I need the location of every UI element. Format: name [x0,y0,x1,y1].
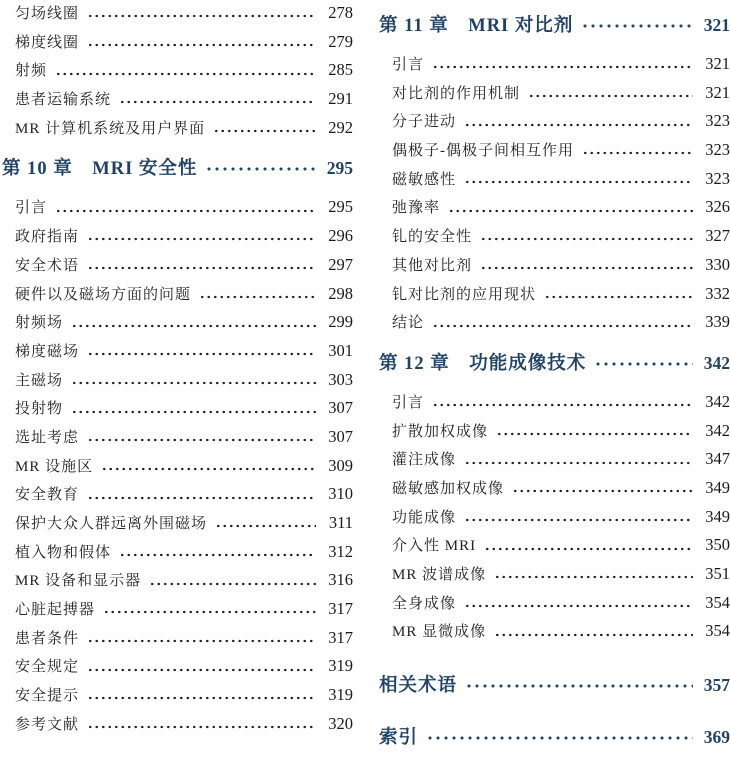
toc-section-row [2,88,353,117]
toc-section-row [2,512,353,541]
toc-section-row [379,139,730,168]
dot-leader [432,323,693,329]
toc-section-row [2,655,353,684]
toc-entry-label: 患者运输系统 [15,92,112,109]
toc-entry-label: 安全规定 [15,659,80,676]
toc-entry-label: 钆的安全性 [392,229,473,246]
dot-leader [55,208,316,214]
dot-leader [528,93,693,99]
toc-page-number: 292 [328,117,353,137]
toc-column-right [365,0,730,761]
toc-section-row [379,82,730,111]
dot-leader [464,517,693,523]
toc-entry-label: 弛豫率 [392,200,441,217]
toc-entry-label: 引言 [15,200,48,217]
toc-entry-label: 钆对比剂的应用现状 [392,286,537,303]
toc-entry-label: 功能成像 [392,509,457,526]
dot-leader [205,166,316,172]
dot-leader [426,735,693,741]
toc-entry-label: 磁敏感性 [392,171,457,188]
toc-page-number: 312 [328,541,353,561]
toc-entry-label: 硬件以及磁场方面的问题 [15,286,192,303]
dot-leader [87,695,316,701]
dot-leader [544,294,693,300]
toc-entry-label: MR 显微成像 [392,624,487,641]
toc-page-number: 303 [328,369,353,389]
toc-entry-label: MR 设施区 [15,458,94,475]
toc-page-number: 354 [705,621,730,641]
toc-entry-label: 分子进动 [392,114,457,131]
dot-leader [119,99,316,105]
toc-section-row [2,311,353,340]
toc-page-number: 323 [705,111,730,131]
toc-page-number: 342 [703,352,730,373]
toc-page-number: 330 [705,254,730,274]
toc-section-row [379,477,730,506]
toc-section-row [2,31,353,60]
toc-entry-label: 匀场线圈 [15,6,80,22]
toc-section-row [379,311,730,340]
toc-section-row [2,541,353,570]
dot-leader [594,361,693,367]
dot-leader [71,409,316,415]
toc-chapter-row [379,11,730,41]
dot-leader [432,64,693,70]
toc-entry-label: 第 11 章 MRI 对比剂 [379,16,574,36]
toc-page-number: 332 [705,283,730,303]
toc-chapter-row [2,154,353,184]
toc-page-number: 279 [328,31,353,51]
toc-section-row [2,483,353,512]
toc-entry-label: 选址考虑 [15,429,80,446]
toc-entry-label: 全身成像 [392,595,457,612]
dot-leader [87,351,316,357]
toc-section-row [2,598,353,627]
toc-section-row [2,713,353,742]
toc-page-number: 297 [328,254,353,274]
toc-entry-label: 主磁场 [15,372,64,389]
dot-leader [213,128,316,134]
toc-section-row [379,225,730,254]
toc-page-number: 320 [328,713,353,733]
toc-page-number: 291 [328,89,353,109]
toc-page-number: 296 [328,226,353,246]
toc-entry-label: 安全术语 [15,257,80,274]
toc-page-number: 307 [328,426,353,446]
toc-section-row [379,506,730,535]
toc-section-row [2,59,353,88]
toc-page-number: 342 [705,420,730,440]
toc-page-number: 323 [705,140,730,160]
dot-leader [484,546,693,552]
toc-section-row [2,225,353,254]
toc-page-number: 369 [703,727,730,748]
toc-section-row [379,391,730,420]
dot-leader [87,667,316,673]
toc-entry-label: 灌注成像 [392,452,457,469]
toc-page-number: 311 [328,513,353,532]
toc-entry-label: 患者条件 [15,630,80,647]
toc-section-row [2,569,353,598]
dot-leader [432,402,693,408]
dot-leader [71,380,316,386]
toc-entry-label: 索引 [379,728,419,749]
dot-leader [87,13,316,19]
toc-page-number: 321 [703,15,730,35]
toc-section-row [2,254,353,283]
toc-section-row [379,110,730,139]
dot-leader [464,122,693,128]
dot-leader [496,431,693,437]
toc-entry-label: 心脏起搏器 [15,602,96,619]
toc-section-row [379,254,730,283]
toc-page-number: 339 [705,312,730,332]
toc-page-number: 299 [328,312,353,332]
toc-entry-label: 植入物和假体 [15,544,112,561]
toc-page-number: 323 [705,168,730,188]
toc-page-number: 347 [705,449,730,469]
dot-leader [55,71,316,77]
toc-page-number: 357 [703,675,730,696]
toc-entry-label: 安全提示 [15,688,80,705]
dot-leader [494,574,693,580]
dot-leader [149,581,316,587]
dot-leader [87,437,316,443]
toc-page-number: 317 [328,627,353,647]
toc-page-number: 342 [705,391,730,411]
dot-leader [480,265,693,271]
dot-leader [71,323,316,329]
dot-leader [464,460,693,466]
toc-chapter-row [379,349,730,379]
toc-entry-label: 投射物 [15,401,64,418]
dot-leader [448,208,693,214]
toc-entry-label: 引言 [392,57,425,73]
toc-section-row [2,684,353,713]
toc-page-number: 351 [705,564,730,583]
dot-leader [464,179,693,185]
toc-chapter-row [379,671,730,701]
toc-chapter-row [379,723,730,753]
toc-page-number: 285 [328,60,353,80]
toc-section-row [379,620,730,649]
toc-section-row [2,196,353,225]
dot-leader [119,552,316,558]
toc-page-number: 310 [328,484,353,504]
toc-page-number: 354 [705,592,730,612]
toc-entry-label: MR 计算机系统及用户界面 [15,120,206,137]
toc-page-number: 307 [328,398,353,418]
dot-leader [87,42,316,48]
toc-section-row [379,168,730,197]
toc-entry-label: 对比剂的作用机制 [392,85,521,102]
toc-section-row [2,283,353,312]
toc-entry-label: 介入性 MRI [392,538,477,555]
toc-section-row [2,2,353,31]
toc-page-number: 349 [705,477,730,497]
toc-entry-label: 偶极子-偶极子间相互作用 [392,143,574,160]
toc-page-number: 321 [705,54,730,73]
toc-page-number: 295 [328,197,353,217]
dot-leader [464,603,693,609]
toc-entry-label: 引言 [392,394,425,411]
dot-leader [465,683,693,689]
toc-entry-label: 参考文献 [15,716,80,733]
toc-entry-label: 射频 [15,63,48,80]
toc-section-row [379,448,730,477]
dot-leader [215,523,316,529]
toc-section-row [379,563,730,592]
toc-page-number: 319 [328,685,353,705]
dot-leader [101,466,316,472]
toc-entry-label: MR 波谱成像 [392,567,487,583]
dot-leader [103,609,316,615]
dot-leader [87,265,316,271]
toc-page-number: 321 [705,82,730,102]
toc-section-row [2,426,353,455]
dot-leader [582,150,693,156]
dot-leader [480,236,693,242]
toc-entry-label: MR 设备和显示器 [15,573,142,590]
toc-entry-label: 相关术语 [379,676,458,697]
toc-section-row [379,53,730,82]
toc-entry-label: 政府指南 [15,229,80,246]
toc-entry-label: 其他对比剂 [392,257,473,274]
dot-leader [199,294,316,300]
toc-page-number: 309 [328,455,353,475]
toc-entry-label: 结论 [392,315,425,332]
toc-section-row [379,420,730,449]
toc-entry-label: 梯度线圈 [15,34,80,51]
dot-leader [494,632,693,638]
toc-entry-label: 安全教育 [15,487,80,504]
toc-page-number: 317 [328,599,353,619]
toc-page-number: 301 [328,340,353,360]
toc-section-row [379,592,730,621]
toc-section-row [379,534,730,563]
toc-page-number: 278 [328,3,353,22]
toc-entry-label: 梯度磁场 [15,343,80,360]
toc-section-row [2,369,353,398]
toc-entry-label: 第 10 章 MRI 安全性 [2,159,198,180]
dot-leader [87,724,316,730]
dot-leader [87,495,316,501]
toc-page-number: 298 [328,283,353,303]
toc-page-number: 319 [328,656,353,676]
toc-page-number: 316 [328,570,353,590]
toc-section-row [2,627,353,656]
toc-section-row [2,455,353,484]
dot-leader [512,488,693,494]
toc-entry-label: 扩散加权成像 [392,423,489,440]
dot-leader [87,638,316,644]
toc-page-number: 350 [705,535,730,555]
dot-leader [581,23,693,29]
toc-entry-label: 第 12 章 功能成像技术 [379,353,587,374]
toc-section-row [2,397,353,426]
toc-page-number: 327 [705,226,730,246]
toc-page-number: 295 [326,158,353,179]
toc-entry-label: 射频场 [15,315,64,332]
toc-entry-label: 磁敏感加权成像 [392,480,505,497]
toc-section-row [379,196,730,225]
toc-page-number: 349 [705,506,730,526]
toc-section-row [379,283,730,312]
dot-leader [87,236,316,242]
toc-entry-label: 保护大众人群远离外围磁场 [15,516,208,532]
toc-page-number: 326 [705,197,730,217]
toc-section-row [2,340,353,369]
toc-section-row [2,117,353,146]
